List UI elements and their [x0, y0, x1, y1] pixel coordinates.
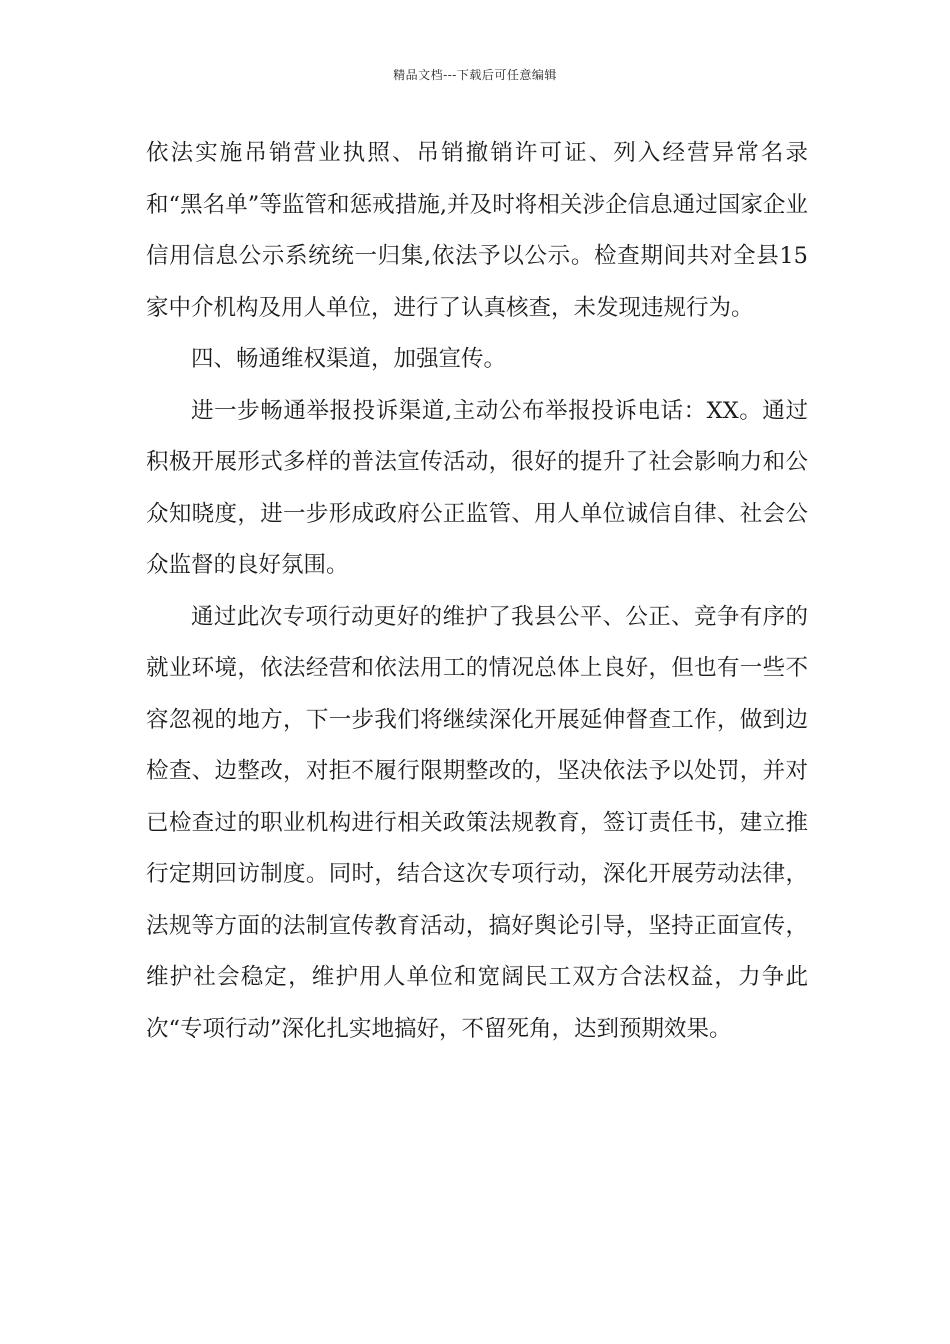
page-header: 精品文档---下载后可任意编辑 — [393, 68, 557, 82]
paragraph-continuation: 依法实施吊销营业执照、吊销撤销许可证、列入经营异常名录和“黑名单”等监管和惩戒措施,并及时将相关涉企信息通过国家企业信用信息公示系统统一归集,依法予以公示。检查期间共对全县15家中介机构及用人单位，进行了认真核查，未发现违规行为。 — [146, 140, 808, 321]
document-body — [146, 128, 808, 1055]
section-heading: 四、畅通维权渠道，加强宣传。 — [191, 346, 507, 372]
paragraph-hotline: 进一步畅通举报投诉渠道,主动公布举报投诉电话：XX。通过积极开展形式多样的普法宣传活动，很好的提升了社会影响力和公众知晓度，进一步形成政府公正监管、用人单位诚信自律、社会公众监督的良好氛围。 — [146, 397, 808, 578]
paragraph-conclusion: 通过此次专项行动更好的维护了我县公平、公正、竞争有序的就业环境，依法经营和依法用工的情况总体上良好，但也有一些不容忽视的地方，下一步我们将继续深化开展延伸督查工作，做到边检查、边整改，对拒不履行限期整改的，坚决依法予以处罚，并对已检查过的职业机构进行相关政策法规教育，签订责任书，建立推行定期回访制度。同时，结合这次专项行动，深化开展劳动法律，法规等方面的法制宣传教育活动，搞好舆论引导，坚持正面宣传，维护社会稳定，维护用人单位和宽阔民工双方合法权益，力争此次“专项行动”深化扎实地搞好，不留死角，达到预期效果。 — [146, 603, 808, 1042]
